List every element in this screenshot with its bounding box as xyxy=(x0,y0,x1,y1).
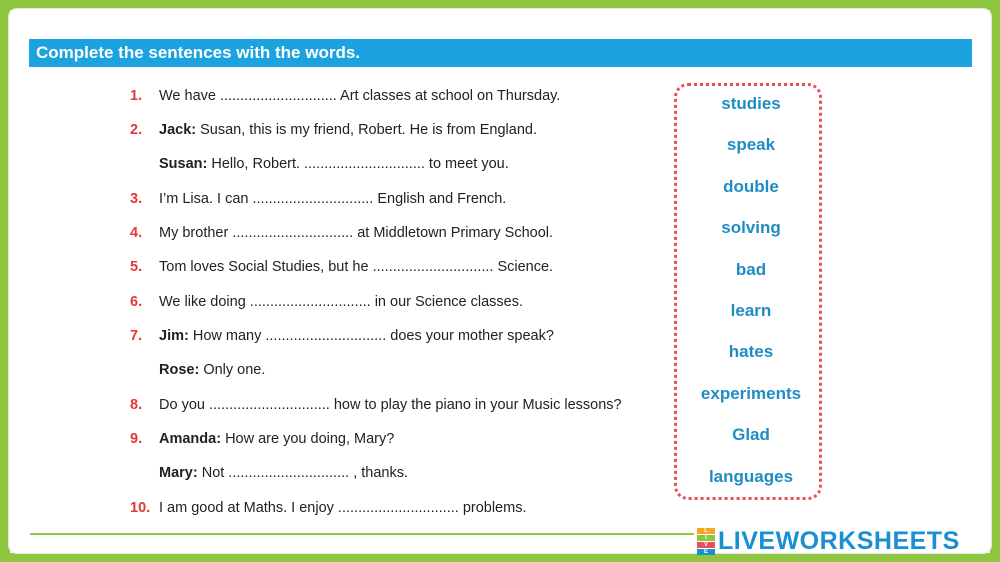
logo-text: LIVEWORKSHEETS xyxy=(718,526,960,555)
word-bank-item[interactable]: experiments xyxy=(700,383,802,403)
word-bank-item[interactable]: Glad xyxy=(732,425,770,445)
logo-block: L xyxy=(697,528,715,534)
sentence-row xyxy=(130,497,526,519)
sentence-text: I’m Lisa. I can .............................. English and French. xyxy=(159,191,507,207)
sentence-text: I am good at Maths. I enjoy .............................. problems. xyxy=(159,500,527,516)
sentence-row xyxy=(130,359,265,381)
sentence-number: 1. xyxy=(130,88,143,104)
sentence-number: 7. xyxy=(130,328,143,344)
sentence-text: Hello, Robert. .............................. to meet you. xyxy=(207,156,509,172)
sentence-number: 10. xyxy=(130,500,151,516)
speaker-name: Jim: xyxy=(159,328,189,344)
frame-right-border xyxy=(990,0,1000,562)
sentence-row xyxy=(130,325,554,347)
sentence-text: Only one. xyxy=(199,362,266,378)
word-bank-item[interactable]: double xyxy=(723,176,779,196)
logo-blocks xyxy=(697,528,715,555)
logo-block: E xyxy=(697,549,715,555)
speaker-name: Amanda: xyxy=(159,431,222,447)
word-bank-item[interactable]: hates xyxy=(728,342,774,362)
sentence-row xyxy=(130,394,622,416)
sentence-row xyxy=(130,256,553,278)
sentence-row xyxy=(130,428,394,450)
sentence-number: 8. xyxy=(130,397,143,413)
logo-block: V xyxy=(697,542,715,548)
sentence-text: We have ............................. Art classes at school on Thursday. xyxy=(159,88,561,104)
sentence-row xyxy=(130,153,509,175)
sentence-text: We like doing .............................. in our Science classes. xyxy=(159,294,523,310)
sentence-text: Tom loves Social Studies, but he .............................. Science. xyxy=(159,259,554,275)
sentence-text: My brother .............................. at Middletown Primary School. xyxy=(159,225,554,241)
word-bank-item[interactable]: learn xyxy=(730,301,772,320)
sentence-number: 4. xyxy=(130,225,143,241)
sentence-text: How are you doing, Mary? xyxy=(221,431,395,447)
sentence-row xyxy=(130,119,537,141)
word-bank-item[interactable]: studies xyxy=(721,94,781,113)
word-bank xyxy=(674,83,822,500)
sentence-row xyxy=(130,85,560,107)
logo-block: I xyxy=(697,535,715,541)
speaker-name: Rose: xyxy=(159,362,200,378)
liveworksheets-logo xyxy=(697,526,960,556)
sentence-text: Susan, this is my friend, Robert. He is from England. xyxy=(196,122,537,138)
sentence-text: Not .............................. , thanks. xyxy=(197,465,409,481)
sentence-text: Do you .............................. how to play the piano in your Music lessons? xyxy=(159,397,622,413)
footer-divider xyxy=(30,533,694,535)
sentence-row xyxy=(130,462,408,484)
word-bank-item[interactable]: languages xyxy=(708,466,794,486)
sentence-number: 9. xyxy=(130,431,143,447)
sentence-row xyxy=(130,291,523,313)
word-bank-item[interactable]: speak xyxy=(726,135,776,155)
speaker-name: Jack: xyxy=(159,122,197,138)
speaker-name: Susan: xyxy=(159,156,208,172)
word-bank-item[interactable]: solving xyxy=(721,218,781,238)
sentence-row xyxy=(130,222,553,244)
word-bank-item[interactable]: bad xyxy=(735,259,767,279)
sentence-row xyxy=(130,188,506,210)
instruction-header: Complete the sentences with the words. xyxy=(29,39,972,67)
sentence-text: How many .............................. does your mother speak? xyxy=(188,328,554,344)
sentence-number: 6. xyxy=(130,294,143,310)
sentence-number: 2. xyxy=(130,122,143,138)
sentence-number: 3. xyxy=(130,191,143,207)
speaker-name: Mary: xyxy=(159,465,198,481)
sentence-number: 5. xyxy=(130,259,143,275)
